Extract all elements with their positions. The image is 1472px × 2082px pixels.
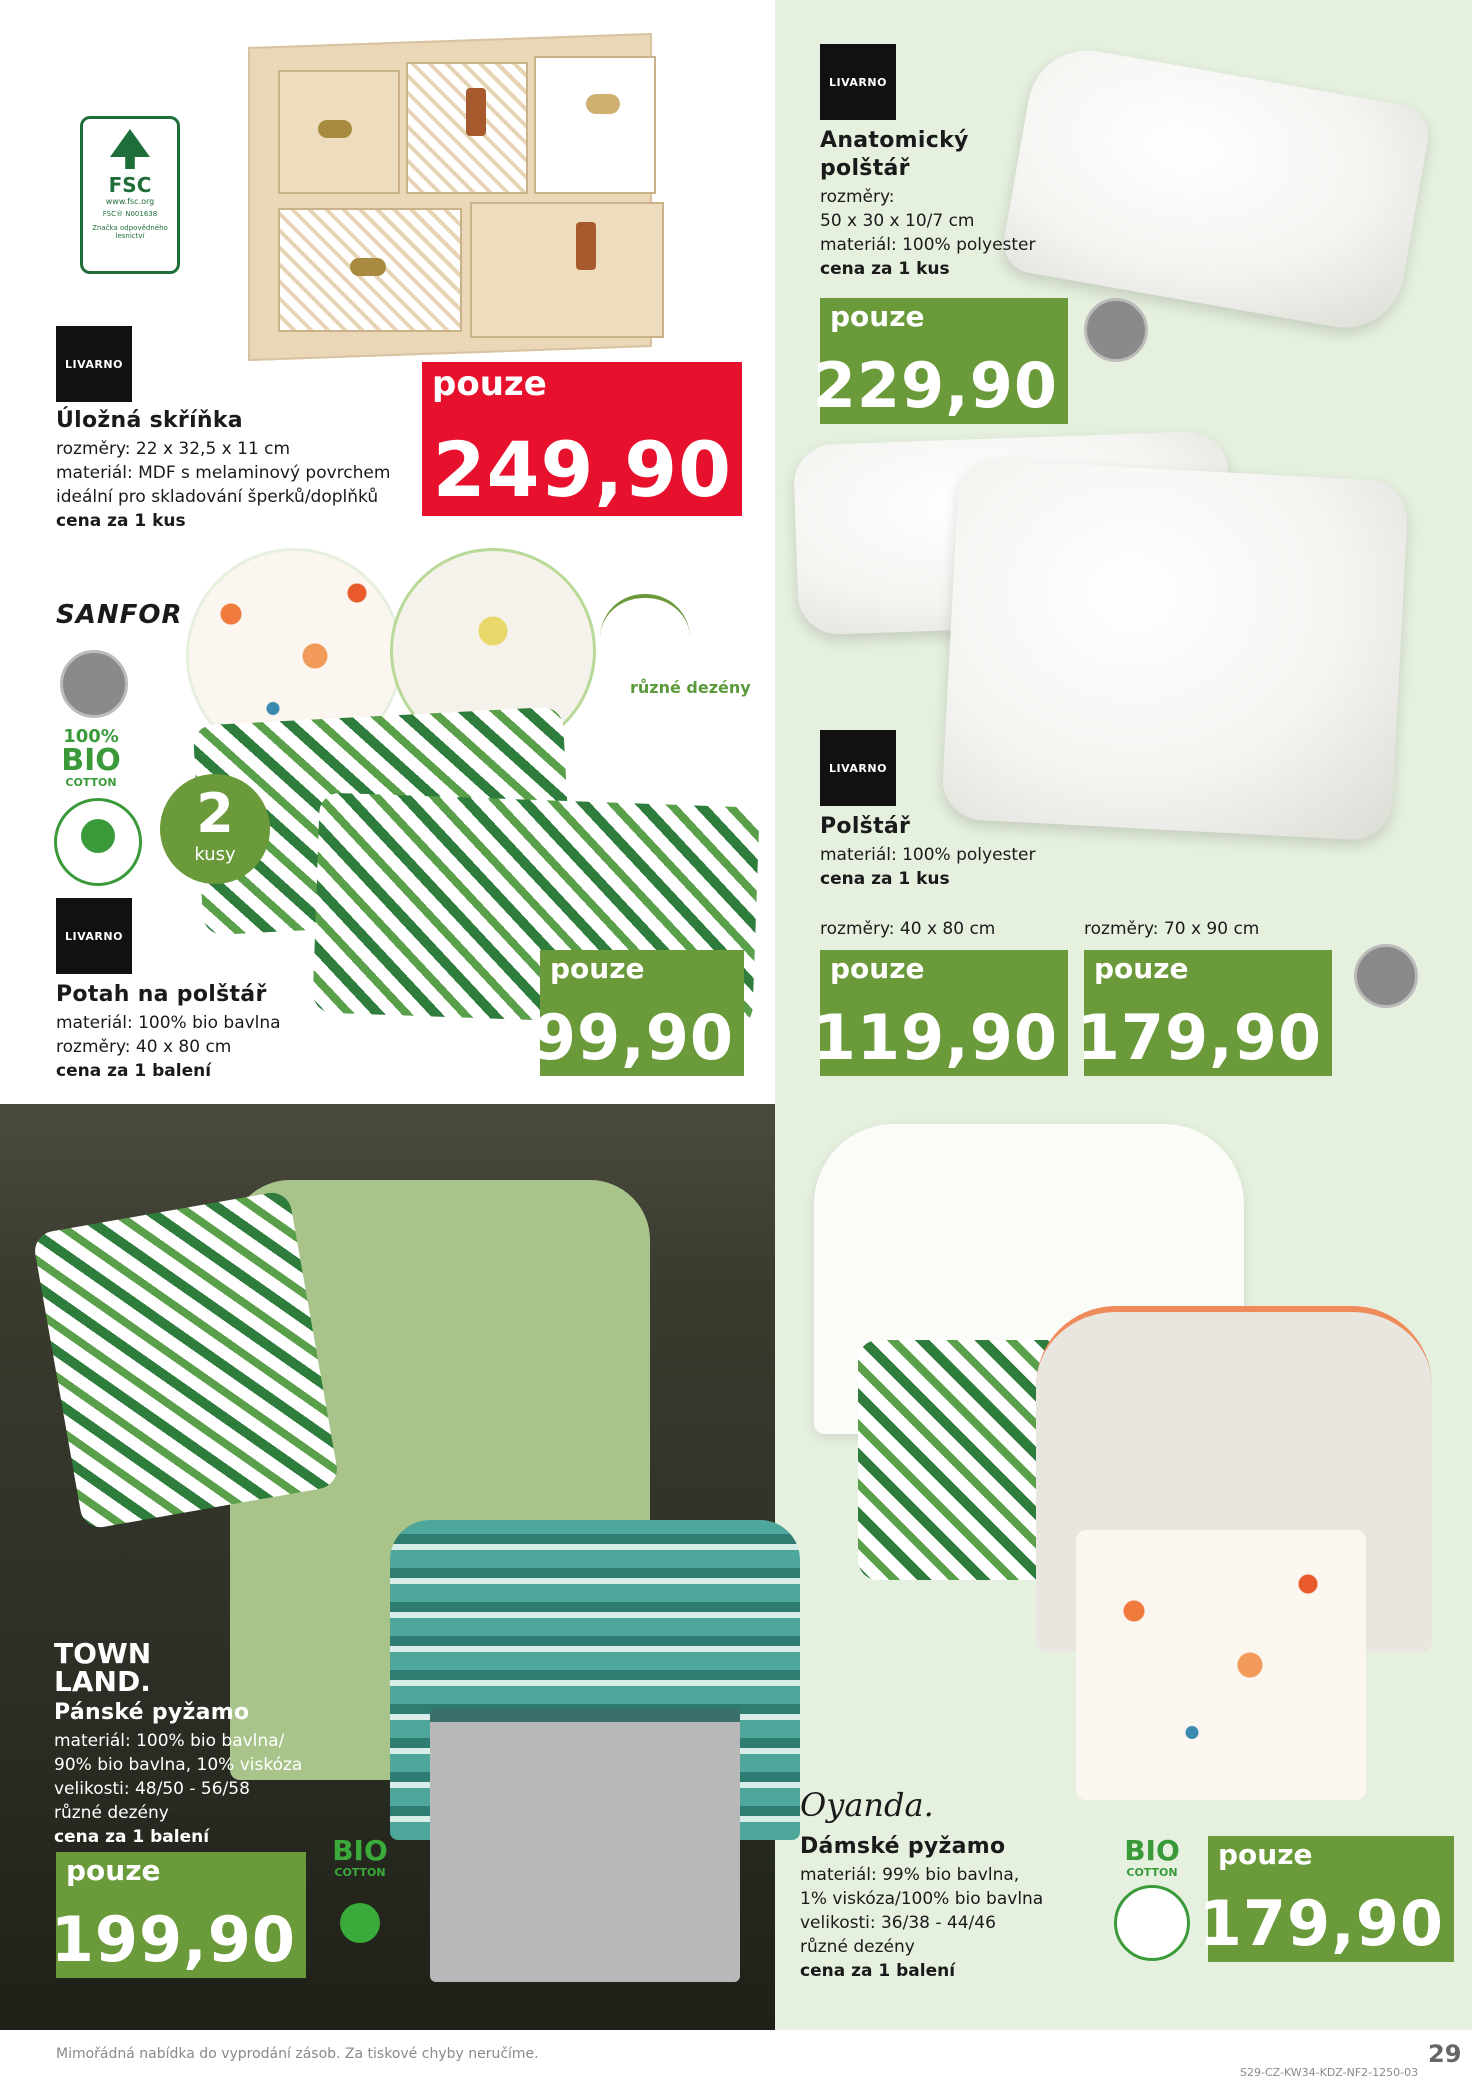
tree-icon [110, 129, 150, 169]
townland-2: LAND. [54, 1665, 151, 1698]
box-brand-logo: LIVARNO [56, 326, 132, 402]
anatomic-line-1: rozměry: [820, 187, 895, 207]
women-unit: cena za 1 balení [800, 1961, 956, 1981]
footer-note: Mimořádná nabídka do vyprodání zásob. Za tiskové chyby neručíme. [56, 2046, 539, 2062]
sanfor-logo [56, 600, 183, 630]
page-number: 29 [1428, 2040, 1462, 2068]
bio-cotton-badge [56, 728, 126, 789]
pillow-line-1: materiál: 100% polyester [820, 845, 1036, 865]
sanfor-text: SANFOR [56, 600, 183, 630]
fsc-logo [80, 116, 180, 274]
anatomic-price-label: pouze [830, 300, 925, 333]
men-line-3: velikosti: 48/50 - 56/58 [54, 1779, 250, 1799]
women-floral-shorts-image [1076, 1530, 1366, 1800]
fsc-sub: Značka odpovědného lesnictví [92, 224, 168, 240]
cotton-label: COTTON [65, 776, 117, 789]
box-unit: cena za 1 kus [56, 511, 186, 531]
women-title: Dámské pyžamo [800, 1834, 1006, 1859]
pillow-price-box-a [812, 950, 1068, 1076]
men-cotton: COTTON [334, 1866, 386, 1879]
fsc-site: www.fsc.org [105, 197, 155, 206]
pillow-size-b: rozměry: 70 x 90 cm [1084, 919, 1260, 939]
bio-pct: 100% [63, 726, 119, 747]
women-bio: BIO [1124, 1834, 1180, 1867]
pillowcase-brand-logo: LIVARNO [56, 898, 132, 974]
pillow-price-a: 119,90 [812, 1001, 1058, 1074]
footer-code: S29-CZ-KW34-KDZ-NF2-1250-03 [1240, 2066, 1419, 2079]
pillow-price-box-b [1076, 950, 1332, 1076]
men-shorts-hanging-image [32, 1190, 340, 1531]
box-title: Úložná skříňka [56, 408, 243, 433]
box-line-2: materiál: MDF s melaminový povrchem [56, 463, 391, 483]
men-price-box [50, 1852, 306, 1978]
anatomic-unit: cena za 1 kus [820, 259, 950, 279]
box-price-box [422, 362, 742, 516]
anatomic-zipper-icon [1084, 298, 1148, 362]
pillowcase-unit: cena za 1 balení [56, 1061, 212, 1081]
pillowcase-title: Potah na polštář [56, 982, 267, 1007]
men-bio: BIO [332, 1834, 388, 1867]
anatomic-title-2: polštář [820, 156, 910, 181]
men-grey-shorts-image [430, 1708, 740, 1982]
pillow-large-image [941, 458, 1409, 841]
anatomic-title-1: Anatomický [820, 128, 969, 153]
box-line-3: ideální pro skladování šperků/doplňků [56, 487, 379, 507]
women-line-1: materiál: 99% bio bavlna, [800, 1865, 1020, 1885]
pillow-price-label-b: pouze [1094, 952, 1189, 985]
pillowcase-line-2: rozměry: 40 x 80 cm [56, 1037, 232, 1057]
women-line-4: různé dezény [800, 1937, 915, 1957]
pillowcase-zipper-icon [60, 650, 128, 718]
box-line-1: rozměry: 22 x 32,5 x 11 cm [56, 439, 291, 459]
men-price: 199,90 [50, 1903, 296, 1976]
men-gots-icon [340, 1903, 380, 1943]
quantity-badge [160, 774, 270, 884]
bio-label: BIO [61, 743, 121, 778]
women-gots-icon [1114, 1885, 1190, 1961]
men-unit: cena za 1 balení [54, 1827, 210, 1847]
men-bio-cotton-badge [320, 1836, 400, 1943]
pillow-brand-logo: LIVARNO [820, 730, 896, 806]
qty-num: 2 [196, 782, 234, 845]
women-cotton: COTTON [1126, 1866, 1178, 1879]
storage-box-image [238, 40, 658, 360]
men-line-1: materiál: 100% bio bavlna/ [54, 1731, 285, 1751]
townland-1: TOWN [54, 1637, 152, 1670]
qty-unit: kusy [194, 844, 236, 865]
pillow-title: Polštář [820, 814, 911, 839]
pillowcase-price: 99,90 [532, 1001, 734, 1074]
pillow-unit: cena za 1 kus [820, 869, 950, 889]
pillow-size-a: rozměry: 40 x 80 cm [820, 919, 996, 939]
box-price-label: pouze [432, 364, 547, 404]
townland-logo [54, 1637, 152, 1698]
women-bio-cotton-badge [1112, 1836, 1192, 1961]
anatomic-brand-logo: LIVARNO [820, 44, 896, 120]
arrow-icon [600, 594, 690, 638]
women-price: 179,90 [1198, 1887, 1444, 1960]
pillowcase-price-box [532, 950, 744, 1076]
oyanda-logo: Oyanda. [800, 1786, 934, 1824]
fsc-code: FSC® N001638 [102, 210, 158, 218]
fsc-label: FSC [108, 173, 152, 197]
gots-seal-icon [54, 798, 142, 886]
men-title: Pánské pyžamo [54, 1700, 250, 1725]
box-price: 249,90 [432, 425, 732, 514]
variants-note: různé dezény [630, 678, 751, 697]
pillow-price-b: 179,90 [1076, 1001, 1322, 1074]
anatomic-line-2: 50 x 30 x 10/7 cm [820, 211, 975, 231]
men-line-4: různé dezény [54, 1803, 169, 1823]
women-line-3: velikosti: 36/38 - 44/46 [800, 1913, 996, 1933]
anatomic-line-3: materiál: 100% polyester [820, 235, 1036, 255]
pillowcase-line-1: materiál: 100% bio bavlna [56, 1013, 281, 1033]
anatomic-price-box [812, 298, 1068, 424]
pillow-price-label-a: pouze [830, 952, 925, 985]
men-line-2: 90% bio bavlna, 10% viskóza [54, 1755, 303, 1775]
pillowcase-price-label: pouze [550, 952, 645, 985]
men-price-label: pouze [66, 1854, 161, 1887]
pillow-zipper-icon [1354, 944, 1418, 1008]
women-line-2: 1% viskóza/100% bio bavlna [800, 1889, 1044, 1909]
anatomic-price: 229,90 [812, 349, 1058, 422]
women-price-label: pouze [1218, 1838, 1313, 1871]
women-price-box [1198, 1836, 1454, 1962]
